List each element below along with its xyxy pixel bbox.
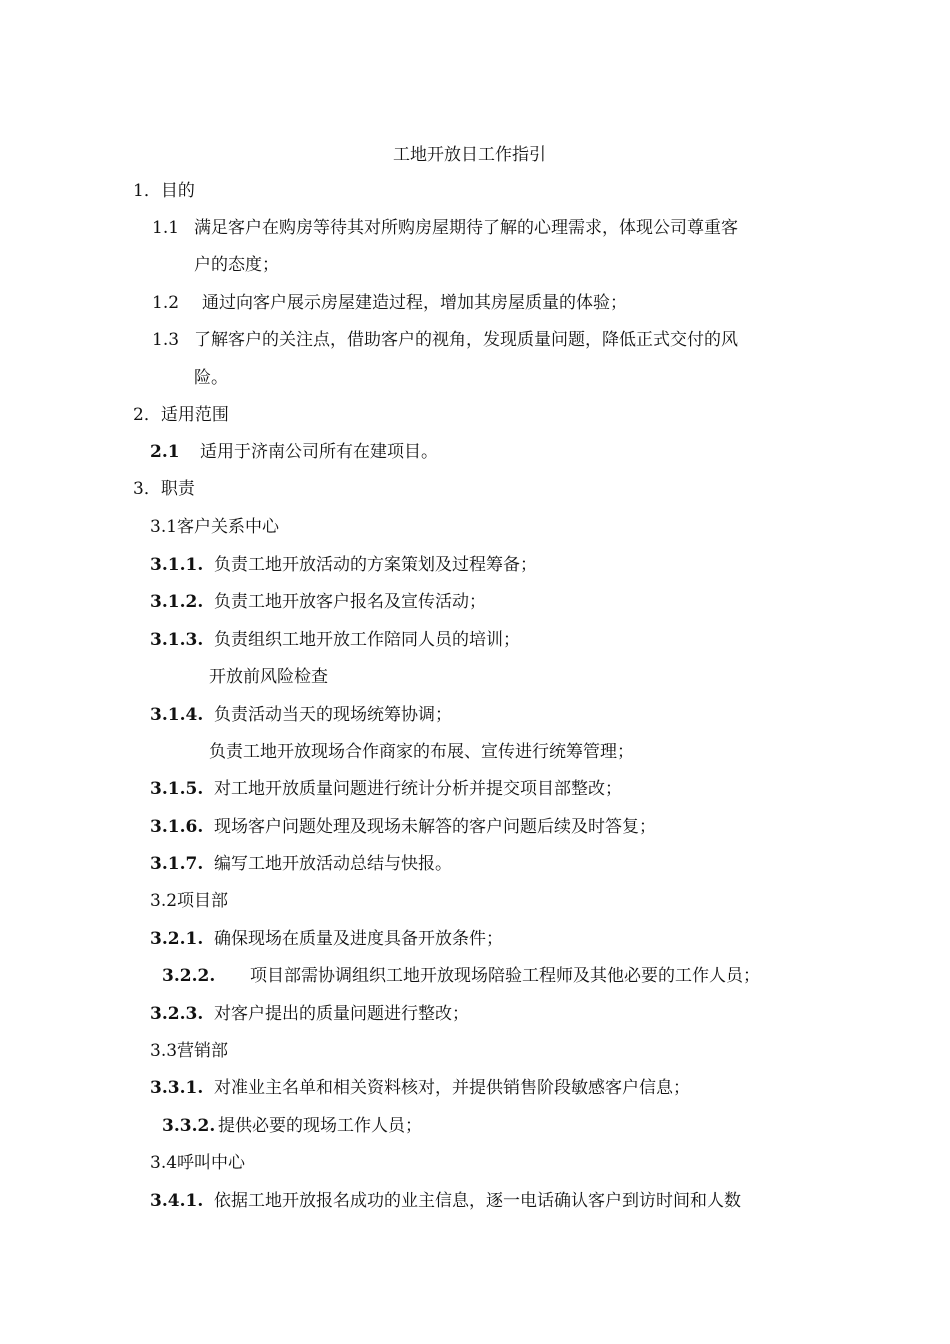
item-text: 提供必要的现场工作人员；	[218, 1116, 422, 1136]
item-text: 满足客户在购房等待其对所购房屋期待了解的心理需求，体现公司尊重客	[194, 218, 738, 238]
item-text: 负责组织工地开放工作陪同人员的培训；	[214, 630, 520, 650]
item-1-3-continued: 险。	[194, 368, 228, 388]
item-number: 1.3	[152, 330, 180, 350]
item-text: 负责工地开放客户报名及宣传活动；	[214, 592, 486, 612]
item-number: 3.1.6.	[150, 817, 204, 837]
item-3-3-2	[162, 1114, 422, 1138]
item-3-3-1	[150, 1076, 690, 1100]
item-3-1-5	[150, 777, 622, 801]
item-text: 通过向客户展示房屋建造过程，增加其房屋质量的体验；	[202, 293, 627, 313]
item-number: 3.1.4.	[150, 705, 204, 725]
item-number: 1.2	[152, 293, 180, 313]
item-text: 负责活动当天的现场统筹协调；	[214, 705, 452, 725]
subsection-3-3: 3.3营销部	[150, 1041, 229, 1061]
section-3-heading: 3．职责	[133, 479, 195, 499]
item-3-1-2	[150, 590, 486, 614]
item-number: 3.2.1.	[150, 929, 204, 949]
item-number: 3.1.7.	[150, 854, 204, 874]
item-number: 3.4.1.	[150, 1191, 204, 1211]
item-3-1-3-extra: 开放前风险检查	[209, 667, 328, 687]
item-number: 2.1	[150, 442, 180, 462]
item-1-1-continued: 户的态度；	[194, 255, 279, 275]
item-text: 了解客户的关注点，借助客户的视角，发现质量问题，降低正式交付的风	[194, 330, 738, 350]
item-text: 适用于济南公司所有在建项目。	[200, 442, 438, 462]
item-3-1-6	[150, 815, 656, 839]
item-1-1	[152, 216, 738, 240]
subsection-3-1: 3.1客户关系中心	[150, 517, 280, 537]
item-number: 3.2.3.	[150, 1004, 204, 1024]
section-1-heading: 1．目的	[133, 181, 195, 201]
item-text: 负责工地开放活动的方案策划及过程筹备；	[214, 555, 537, 575]
item-3-2-1	[150, 927, 503, 951]
item-3-4-1	[150, 1189, 741, 1213]
item-number: 3.1.1.	[150, 555, 204, 575]
item-text: 依据工地开放报名成功的业主信息，逐一电话确认客户到访时间和人数	[214, 1191, 741, 1211]
item-number: 3.2.2.	[162, 966, 216, 986]
item-3-1-3	[150, 628, 520, 652]
subsection-3-4: 3.4呼叫中心	[150, 1153, 246, 1173]
item-number: 3.3.2.	[162, 1116, 216, 1136]
subsection-3-2: 3.2项目部	[150, 891, 229, 911]
item-1-2	[152, 291, 627, 315]
item-number: 3.1.2.	[150, 592, 204, 612]
item-number: 1.1	[152, 218, 180, 238]
item-3-2-3	[150, 1002, 469, 1026]
item-text: 对工地开放质量问题进行统计分析并提交项目部整改；	[214, 779, 622, 799]
item-3-2-2	[162, 964, 760, 988]
item-text: 对客户提出的质量问题进行整改；	[214, 1004, 469, 1024]
item-3-1-1	[150, 553, 537, 577]
item-3-1-7	[150, 852, 452, 876]
item-2-1	[150, 440, 438, 464]
item-text: 编写工地开放活动总结与快报。	[214, 854, 452, 874]
item-text: 项目部需协调组织工地开放现场陪验工程师及其他必要的工作人员；	[250, 966, 760, 986]
item-number: 3.3.1.	[150, 1078, 204, 1098]
item-number: 3.1.5.	[150, 779, 204, 799]
item-3-1-4	[150, 703, 452, 727]
item-1-3	[152, 328, 738, 352]
page-title: 工地开放日工作指引	[393, 145, 546, 165]
item-text: 确保现场在质量及进度具备开放条件；	[214, 929, 503, 949]
item-number: 3.1.3.	[150, 630, 204, 650]
section-2-heading: 2．适用范围	[133, 405, 229, 425]
item-3-1-4-extra: 负责工地开放现场合作商家的布展、宣传进行统筹管理；	[209, 742, 634, 762]
item-text: 现场客户问题处理及现场未解答的客户问题后续及时答复；	[214, 817, 656, 837]
item-text: 对准业主名单和相关资料核对，并提供销售阶段敏感客户信息；	[214, 1078, 690, 1098]
